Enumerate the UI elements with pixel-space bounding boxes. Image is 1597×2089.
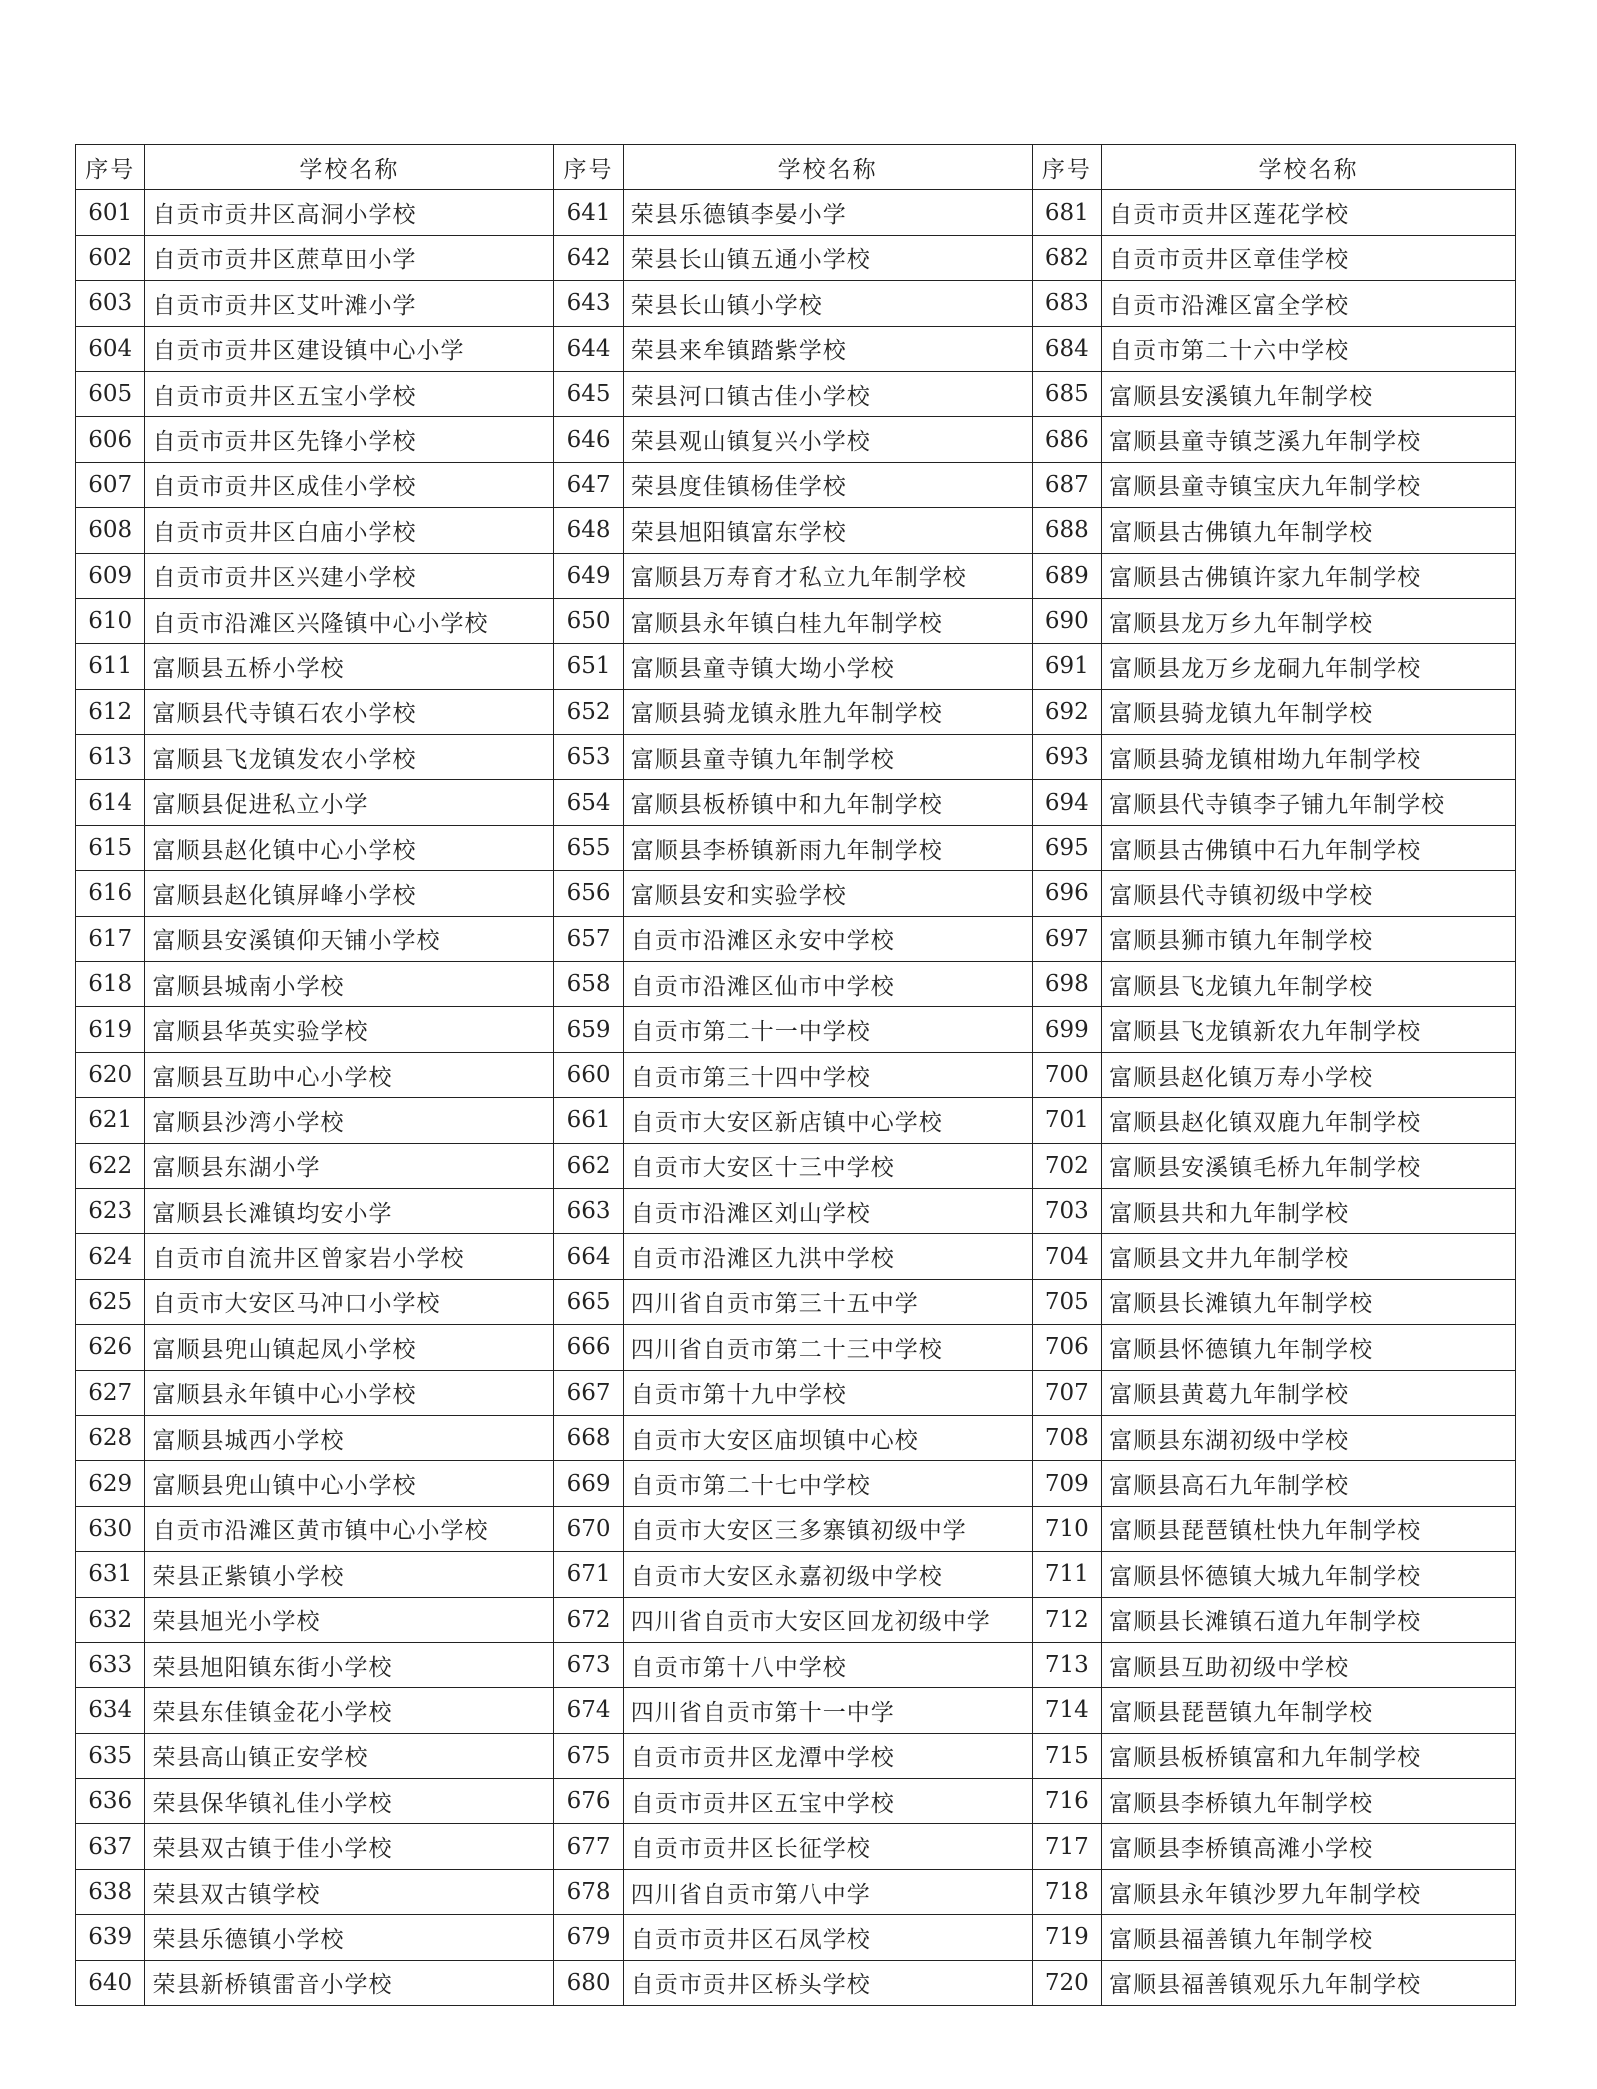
table-row <box>76 1733 1516 1778</box>
school-name-cell: 富顺县童寺镇宝庆九年制学校 <box>1102 462 1516 507</box>
school-name-cell: 富顺县李桥镇新雨九年制学校 <box>623 825 1032 870</box>
school-name-cell: 自贡市贡井区章佳学校 <box>1102 235 1516 280</box>
school-name-cell: 自贡市沿滩区富全学校 <box>1102 281 1516 326</box>
school-name-cell: 荣县东佳镇金花小学校 <box>145 1688 554 1733</box>
table-row <box>76 962 1516 1007</box>
serial-cell: 664 <box>554 1234 623 1279</box>
school-name-cell: 自贡市沿滩区黄市镇中心小学校 <box>145 1506 554 1551</box>
serial-cell: 694 <box>1032 780 1101 825</box>
serial-cell: 685 <box>1032 371 1101 416</box>
serial-cell: 701 <box>1032 1098 1101 1143</box>
serial-cell: 661 <box>554 1098 623 1143</box>
school-name-cell: 富顺县板桥镇富和九年制学校 <box>1102 1733 1516 1778</box>
header-serial-1: 序号 <box>76 145 145 190</box>
serial-cell: 697 <box>1032 916 1101 961</box>
school-name-cell: 自贡市贡井区五宝中学校 <box>623 1779 1032 1824</box>
serial-cell: 657 <box>554 916 623 961</box>
serial-cell: 638 <box>76 1869 145 1914</box>
serial-cell: 683 <box>1032 281 1101 326</box>
school-name-cell: 富顺县黄葛九年制学校 <box>1102 1370 1516 1415</box>
serial-cell: 660 <box>554 1052 623 1097</box>
school-name-cell: 荣县旭光小学校 <box>145 1597 554 1642</box>
table-row <box>76 1688 1516 1733</box>
serial-cell: 708 <box>1032 1415 1101 1460</box>
table-row <box>76 281 1516 326</box>
serial-cell: 680 <box>554 1960 623 2005</box>
table-row <box>76 1869 1516 1914</box>
serial-cell: 720 <box>1032 1960 1101 2005</box>
table-row <box>76 916 1516 961</box>
school-name-cell: 富顺县华英实验学校 <box>145 1007 554 1052</box>
serial-cell: 615 <box>76 825 145 870</box>
school-name-cell: 富顺县永年镇中心小学校 <box>145 1370 554 1415</box>
school-name-cell: 富顺县板桥镇中和九年制学校 <box>623 780 1032 825</box>
school-name-cell: 富顺县古佛镇许家九年制学校 <box>1102 553 1516 598</box>
school-name-cell: 富顺县共和九年制学校 <box>1102 1188 1516 1233</box>
table-row <box>76 871 1516 916</box>
school-list-table <box>75 144 1516 2006</box>
table-row <box>76 1188 1516 1233</box>
serial-cell: 684 <box>1032 326 1101 371</box>
serial-cell: 717 <box>1032 1824 1101 1869</box>
school-name-cell: 富顺县代寺镇石农小学校 <box>145 689 554 734</box>
school-name-cell: 自贡市大安区庙坝镇中心校 <box>623 1415 1032 1460</box>
serial-cell: 716 <box>1032 1779 1101 1824</box>
school-name-cell: 自贡市贡井区先锋小学校 <box>145 417 554 462</box>
school-name-cell: 富顺县兜山镇起凤小学校 <box>145 1325 554 1370</box>
table-body <box>76 190 1516 2006</box>
table-row <box>76 417 1516 462</box>
serial-cell: 712 <box>1032 1597 1101 1642</box>
school-name-cell: 四川省自贡市第二十三中学校 <box>623 1325 1032 1370</box>
serial-cell: 670 <box>554 1506 623 1551</box>
serial-cell: 711 <box>1032 1552 1101 1597</box>
school-name-cell: 自贡市贡井区莲花学校 <box>1102 190 1516 235</box>
table-row <box>76 1234 1516 1279</box>
serial-cell: 698 <box>1032 962 1101 1007</box>
school-name-cell: 富顺县龙万乡龙硐九年制学校 <box>1102 644 1516 689</box>
serial-cell: 699 <box>1032 1007 1101 1052</box>
school-name-cell: 自贡市第二十七中学校 <box>623 1461 1032 1506</box>
table-row <box>76 825 1516 870</box>
serial-cell: 613 <box>76 735 145 780</box>
school-name-cell: 自贡市贡井区艾叶滩小学 <box>145 281 554 326</box>
serial-cell: 647 <box>554 462 623 507</box>
serial-cell: 673 <box>554 1642 623 1687</box>
school-name-cell: 荣县高山镇正安学校 <box>145 1733 554 1778</box>
school-name-cell: 富顺县互助中心小学校 <box>145 1052 554 1097</box>
serial-cell: 609 <box>76 553 145 598</box>
table-row <box>76 371 1516 416</box>
serial-cell: 656 <box>554 871 623 916</box>
serial-cell: 691 <box>1032 644 1101 689</box>
school-name-cell: 富顺县狮市镇九年制学校 <box>1102 916 1516 961</box>
school-name-cell: 富顺县飞龙镇新农九年制学校 <box>1102 1007 1516 1052</box>
school-name-cell: 荣县旭阳镇富东学校 <box>623 508 1032 553</box>
serial-cell: 714 <box>1032 1688 1101 1733</box>
school-name-cell: 富顺县安溪镇毛桥九年制学校 <box>1102 1143 1516 1188</box>
school-name-cell: 富顺县古佛镇中石九年制学校 <box>1102 825 1516 870</box>
header-serial-2: 序号 <box>554 145 623 190</box>
school-name-cell: 荣县双古镇学校 <box>145 1869 554 1914</box>
school-name-cell: 富顺县古佛镇九年制学校 <box>1102 508 1516 553</box>
school-name-cell: 自贡市沿滩区九洪中学校 <box>623 1234 1032 1279</box>
school-name-cell: 自贡市贡井区石凤学校 <box>623 1915 1032 1960</box>
serial-cell: 687 <box>1032 462 1101 507</box>
school-name-cell: 富顺县赵化镇中心小学校 <box>145 825 554 870</box>
school-name-cell: 荣县河口镇古佳小学校 <box>623 371 1032 416</box>
school-name-cell: 富顺县骑龙镇柑坳九年制学校 <box>1102 735 1516 780</box>
serial-cell: 604 <box>76 326 145 371</box>
school-name-cell: 荣县保华镇礼佳小学校 <box>145 1779 554 1824</box>
school-name-cell: 富顺县怀德镇大城九年制学校 <box>1102 1552 1516 1597</box>
serial-cell: 686 <box>1032 417 1101 462</box>
school-name-cell: 自贡市大安区三多寨镇初级中学 <box>623 1506 1032 1551</box>
school-name-cell: 富顺县五桥小学校 <box>145 644 554 689</box>
serial-cell: 706 <box>1032 1325 1101 1370</box>
serial-cell: 614 <box>76 780 145 825</box>
table-row <box>76 235 1516 280</box>
school-name-cell: 自贡市第十八中学校 <box>623 1642 1032 1687</box>
school-name-cell: 富顺县李桥镇高滩小学校 <box>1102 1824 1516 1869</box>
serial-cell: 619 <box>76 1007 145 1052</box>
school-name-cell: 富顺县赵化镇屏峰小学校 <box>145 871 554 916</box>
serial-cell: 705 <box>1032 1279 1101 1324</box>
serial-cell: 659 <box>554 1007 623 1052</box>
school-name-cell: 四川省自贡市大安区回龙初级中学 <box>623 1597 1032 1642</box>
serial-cell: 690 <box>1032 598 1101 643</box>
table-row <box>76 326 1516 371</box>
school-name-cell: 富顺县长滩镇九年制学校 <box>1102 1279 1516 1324</box>
serial-cell: 666 <box>554 1325 623 1370</box>
serial-cell: 652 <box>554 689 623 734</box>
school-name-cell: 荣县双古镇于佳小学校 <box>145 1824 554 1869</box>
serial-cell: 612 <box>76 689 145 734</box>
school-name-cell: 富顺县龙万乡九年制学校 <box>1102 598 1516 643</box>
school-name-cell: 自贡市贡井区兴建小学校 <box>145 553 554 598</box>
school-name-cell: 自贡市贡井区桥头学校 <box>623 1960 1032 2005</box>
school-name-cell: 富顺县赵化镇万寿小学校 <box>1102 1052 1516 1097</box>
serial-cell: 605 <box>76 371 145 416</box>
school-name-cell: 富顺县童寺镇芝溪九年制学校 <box>1102 417 1516 462</box>
serial-cell: 630 <box>76 1506 145 1551</box>
serial-cell: 707 <box>1032 1370 1101 1415</box>
school-name-cell: 富顺县赵化镇双鹿九年制学校 <box>1102 1098 1516 1143</box>
table-row <box>76 190 1516 235</box>
school-name-cell: 荣县观山镇复兴小学校 <box>623 417 1032 462</box>
school-name-cell: 荣县旭阳镇东街小学校 <box>145 1642 554 1687</box>
school-name-cell: 荣县新桥镇雷音小学校 <box>145 1960 554 2005</box>
serial-cell: 709 <box>1032 1461 1101 1506</box>
table-row <box>76 1960 1516 2005</box>
serial-cell: 610 <box>76 598 145 643</box>
school-name-cell: 荣县长山镇五通小学校 <box>623 235 1032 280</box>
serial-cell: 601 <box>76 190 145 235</box>
serial-cell: 642 <box>554 235 623 280</box>
serial-cell: 715 <box>1032 1733 1101 1778</box>
serial-cell: 653 <box>554 735 623 780</box>
school-name-cell: 富顺县福善镇观乐九年制学校 <box>1102 1960 1516 2005</box>
school-name-cell: 自贡市第二十六中学校 <box>1102 326 1516 371</box>
school-name-cell: 富顺县东湖初级中学校 <box>1102 1415 1516 1460</box>
serial-cell: 672 <box>554 1597 623 1642</box>
table-row <box>76 553 1516 598</box>
serial-cell: 679 <box>554 1915 623 1960</box>
school-name-cell: 荣县来牟镇踏紫学校 <box>623 326 1032 371</box>
serial-cell: 696 <box>1032 871 1101 916</box>
school-name-cell: 富顺县东湖小学 <box>145 1143 554 1188</box>
serial-cell: 634 <box>76 1688 145 1733</box>
school-name-cell: 自贡市沿滩区仙市中学校 <box>623 962 1032 1007</box>
school-name-cell: 自贡市沿滩区永安中学校 <box>623 916 1032 961</box>
school-name-cell: 荣县乐德镇小学校 <box>145 1915 554 1960</box>
school-name-cell: 自贡市贡井区高洞小学校 <box>145 190 554 235</box>
serial-cell: 678 <box>554 1869 623 1914</box>
header-school-name-1: 学校名称 <box>145 145 554 190</box>
serial-cell: 654 <box>554 780 623 825</box>
serial-cell: 671 <box>554 1552 623 1597</box>
serial-cell: 692 <box>1032 689 1101 734</box>
school-name-cell: 富顺县永年镇沙罗九年制学校 <box>1102 1869 1516 1914</box>
serial-cell: 607 <box>76 462 145 507</box>
school-name-cell: 自贡市贡井区白庙小学校 <box>145 508 554 553</box>
serial-cell: 665 <box>554 1279 623 1324</box>
serial-cell: 632 <box>76 1597 145 1642</box>
serial-cell: 633 <box>76 1642 145 1687</box>
table-row <box>76 1824 1516 1869</box>
serial-cell: 718 <box>1032 1869 1101 1914</box>
serial-cell: 650 <box>554 598 623 643</box>
serial-cell: 676 <box>554 1779 623 1824</box>
table-row <box>76 1597 1516 1642</box>
serial-cell: 621 <box>76 1098 145 1143</box>
table-row <box>76 1779 1516 1824</box>
header-serial-3: 序号 <box>1032 145 1101 190</box>
school-name-cell: 自贡市大安区新店镇中心学校 <box>623 1098 1032 1143</box>
serial-cell: 631 <box>76 1552 145 1597</box>
serial-cell: 700 <box>1032 1052 1101 1097</box>
serial-cell: 681 <box>1032 190 1101 235</box>
table-row <box>76 508 1516 553</box>
school-name-cell: 富顺县文井九年制学校 <box>1102 1234 1516 1279</box>
school-name-cell: 富顺县永年镇白桂九年制学校 <box>623 598 1032 643</box>
header-school-name-2: 学校名称 <box>623 145 1032 190</box>
serial-cell: 626 <box>76 1325 145 1370</box>
serial-cell: 658 <box>554 962 623 1007</box>
school-name-cell: 富顺县兜山镇中心小学校 <box>145 1461 554 1506</box>
table-row <box>76 735 1516 780</box>
serial-cell: 651 <box>554 644 623 689</box>
table-row <box>76 1461 1516 1506</box>
school-name-cell: 富顺县童寺镇大坳小学校 <box>623 644 1032 689</box>
table-row <box>76 1325 1516 1370</box>
serial-cell: 640 <box>76 1960 145 2005</box>
school-name-cell: 富顺县福善镇九年制学校 <box>1102 1915 1516 1960</box>
serial-cell: 649 <box>554 553 623 598</box>
serial-cell: 628 <box>76 1415 145 1460</box>
serial-cell: 623 <box>76 1188 145 1233</box>
serial-cell: 655 <box>554 825 623 870</box>
school-name-cell: 富顺县代寺镇初级中学校 <box>1102 871 1516 916</box>
school-name-cell: 富顺县童寺镇九年制学校 <box>623 735 1032 780</box>
serial-cell: 616 <box>76 871 145 916</box>
table-row <box>76 1415 1516 1460</box>
serial-cell: 719 <box>1032 1915 1101 1960</box>
serial-cell: 636 <box>76 1779 145 1824</box>
school-name-cell: 富顺县代寺镇李子铺九年制学校 <box>1102 780 1516 825</box>
school-name-cell: 荣县度佳镇杨佳学校 <box>623 462 1032 507</box>
school-name-cell: 富顺县长滩镇石道九年制学校 <box>1102 1597 1516 1642</box>
school-name-cell: 富顺县城南小学校 <box>145 962 554 1007</box>
serial-cell: 646 <box>554 417 623 462</box>
serial-cell: 645 <box>554 371 623 416</box>
school-name-cell: 富顺县促进私立小学 <box>145 780 554 825</box>
school-name-cell: 自贡市贡井区成佳小学校 <box>145 462 554 507</box>
serial-cell: 606 <box>76 417 145 462</box>
table-row <box>76 598 1516 643</box>
school-name-cell: 富顺县城西小学校 <box>145 1415 554 1460</box>
school-name-cell: 富顺县长滩镇均安小学 <box>145 1188 554 1233</box>
serial-cell: 704 <box>1032 1234 1101 1279</box>
table-row <box>76 1642 1516 1687</box>
serial-cell: 639 <box>76 1915 145 1960</box>
school-name-cell: 富顺县万寿育才私立九年制学校 <box>623 553 1032 598</box>
school-name-cell: 自贡市贡井区蔗草田小学 <box>145 235 554 280</box>
school-name-cell: 自贡市贡井区长征学校 <box>623 1824 1032 1869</box>
serial-cell: 669 <box>554 1461 623 1506</box>
table-row <box>76 462 1516 507</box>
school-name-cell: 自贡市沿滩区兴隆镇中心小学校 <box>145 598 554 643</box>
serial-cell: 688 <box>1032 508 1101 553</box>
school-name-cell: 四川省自贡市第八中学 <box>623 1869 1032 1914</box>
serial-cell: 713 <box>1032 1642 1101 1687</box>
serial-cell: 643 <box>554 281 623 326</box>
school-name-cell: 自贡市第二十一中学校 <box>623 1007 1032 1052</box>
school-name-cell: 富顺县安溪镇仰天铺小学校 <box>145 916 554 961</box>
table-row <box>76 1052 1516 1097</box>
serial-cell: 703 <box>1032 1188 1101 1233</box>
school-name-cell: 富顺县琵琶镇九年制学校 <box>1102 1688 1516 1733</box>
school-name-cell: 富顺县骑龙镇九年制学校 <box>1102 689 1516 734</box>
serial-cell: 622 <box>76 1143 145 1188</box>
serial-cell: 629 <box>76 1461 145 1506</box>
serial-cell: 603 <box>76 281 145 326</box>
serial-cell: 689 <box>1032 553 1101 598</box>
serial-cell: 635 <box>76 1733 145 1778</box>
school-name-cell: 荣县正紫镇小学校 <box>145 1552 554 1597</box>
table-row <box>76 1279 1516 1324</box>
table-row <box>76 644 1516 689</box>
serial-cell: 624 <box>76 1234 145 1279</box>
table-row <box>76 1506 1516 1551</box>
table-row <box>76 1370 1516 1415</box>
serial-cell: 641 <box>554 190 623 235</box>
serial-cell: 663 <box>554 1188 623 1233</box>
school-name-cell: 自贡市第三十四中学校 <box>623 1052 1032 1097</box>
header-school-name-3: 学校名称 <box>1102 145 1516 190</box>
school-name-cell: 富顺县安和实验学校 <box>623 871 1032 916</box>
serial-cell: 620 <box>76 1052 145 1097</box>
table-row <box>76 1915 1516 1960</box>
school-name-cell: 荣县长山镇小学校 <box>623 281 1032 326</box>
serial-cell: 674 <box>554 1688 623 1733</box>
school-name-cell: 自贡市大安区永嘉初级中学校 <box>623 1552 1032 1597</box>
school-name-cell: 自贡市贡井区五宝小学校 <box>145 371 554 416</box>
table-row <box>76 1143 1516 1188</box>
serial-cell: 608 <box>76 508 145 553</box>
serial-cell: 710 <box>1032 1506 1101 1551</box>
serial-cell: 648 <box>554 508 623 553</box>
serial-cell: 667 <box>554 1370 623 1415</box>
serial-cell: 602 <box>76 235 145 280</box>
school-name-cell: 富顺县琵琶镇杜快九年制学校 <box>1102 1506 1516 1551</box>
school-name-cell: 四川省自贡市第三十五中学 <box>623 1279 1032 1324</box>
table-row <box>76 1552 1516 1597</box>
school-name-cell: 四川省自贡市第十一中学 <box>623 1688 1032 1733</box>
serial-cell: 644 <box>554 326 623 371</box>
school-name-cell: 自贡市贡井区建设镇中心小学 <box>145 326 554 371</box>
serial-cell: 662 <box>554 1143 623 1188</box>
school-name-cell: 富顺县互助初级中学校 <box>1102 1642 1516 1687</box>
school-name-cell: 自贡市大安区马冲口小学校 <box>145 1279 554 1324</box>
table-header-row <box>76 145 1516 190</box>
school-name-cell: 富顺县骑龙镇永胜九年制学校 <box>623 689 1032 734</box>
serial-cell: 668 <box>554 1415 623 1460</box>
school-name-cell: 自贡市贡井区龙潭中学校 <box>623 1733 1032 1778</box>
school-name-cell: 富顺县飞龙镇发农小学校 <box>145 735 554 780</box>
serial-cell: 625 <box>76 1279 145 1324</box>
serial-cell: 627 <box>76 1370 145 1415</box>
serial-cell: 693 <box>1032 735 1101 780</box>
school-name-cell: 富顺县安溪镇九年制学校 <box>1102 371 1516 416</box>
school-name-cell: 富顺县怀德镇九年制学校 <box>1102 1325 1516 1370</box>
table-row <box>76 1007 1516 1052</box>
school-name-cell: 自贡市沿滩区刘山学校 <box>623 1188 1032 1233</box>
table-row <box>76 689 1516 734</box>
serial-cell: 677 <box>554 1824 623 1869</box>
serial-cell: 618 <box>76 962 145 1007</box>
school-name-cell: 富顺县沙湾小学校 <box>145 1098 554 1143</box>
table-row <box>76 1098 1516 1143</box>
serial-cell: 617 <box>76 916 145 961</box>
school-name-cell: 富顺县高石九年制学校 <box>1102 1461 1516 1506</box>
serial-cell: 675 <box>554 1733 623 1778</box>
school-name-cell: 富顺县飞龙镇九年制学校 <box>1102 962 1516 1007</box>
serial-cell: 695 <box>1032 825 1101 870</box>
table-row <box>76 780 1516 825</box>
serial-cell: 611 <box>76 644 145 689</box>
school-name-cell: 荣县乐德镇李晏小学 <box>623 190 1032 235</box>
school-name-cell: 富顺县李桥镇九年制学校 <box>1102 1779 1516 1824</box>
serial-cell: 682 <box>1032 235 1101 280</box>
serial-cell: 702 <box>1032 1143 1101 1188</box>
school-name-cell: 自贡市自流井区曾家岩小学校 <box>145 1234 554 1279</box>
school-name-cell: 自贡市第十九中学校 <box>623 1370 1032 1415</box>
serial-cell: 637 <box>76 1824 145 1869</box>
school-name-cell: 自贡市大安区十三中学校 <box>623 1143 1032 1188</box>
